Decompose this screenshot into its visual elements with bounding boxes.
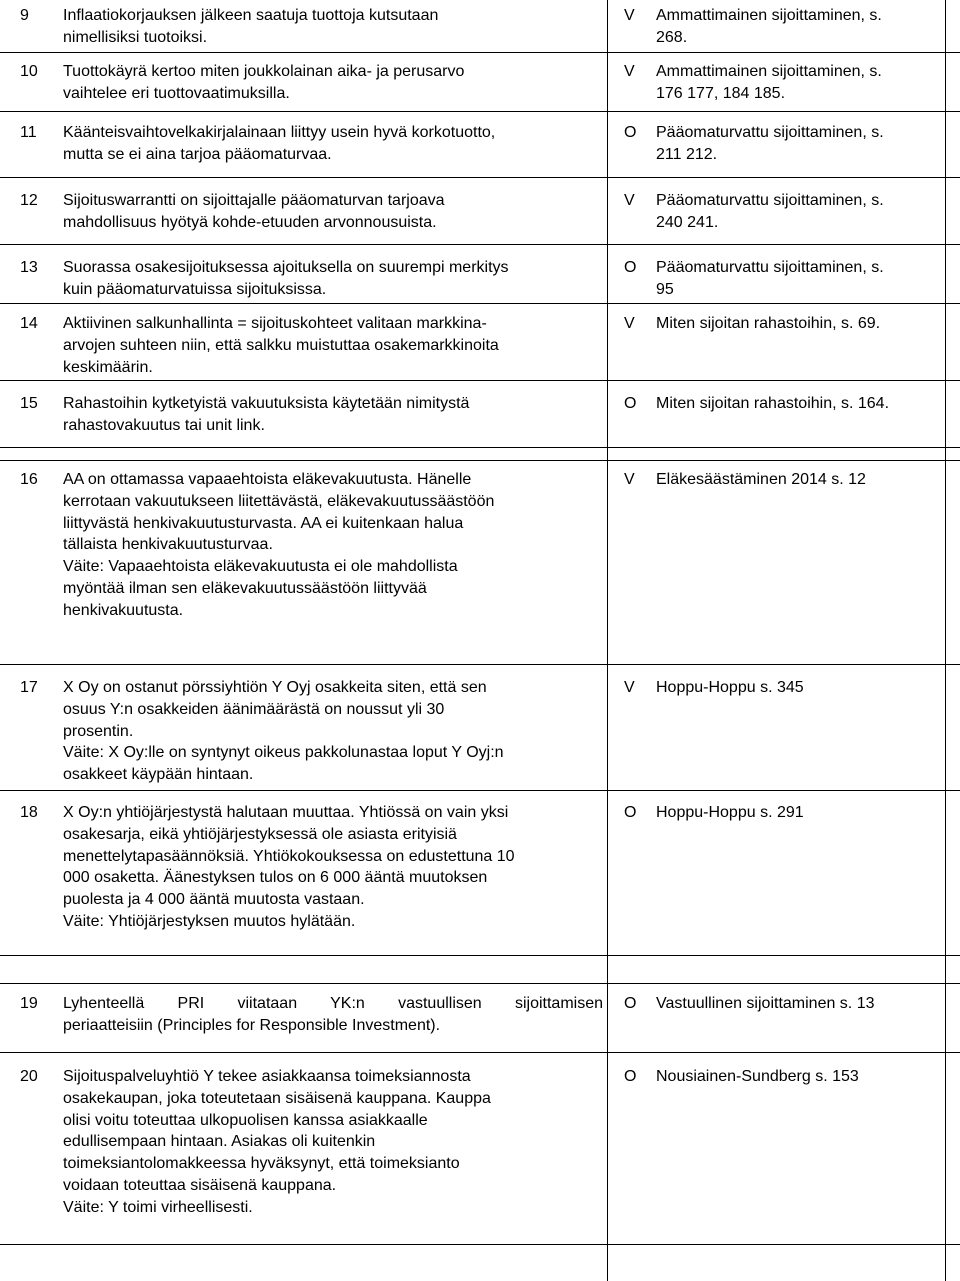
statement-line: Inflaatiokorjauksen jälkeen saatuja tuottoja kutsutaan [63,7,439,24]
statement-line: osakesarja, eikä yhtiöjärjestyksessä ole asiasta erityisiä [63,825,457,843]
source-line: 240 241. [656,213,719,231]
source-line: Miten sijoitan rahastoihin, s. 69. [656,315,881,332]
source-line: Vastuullinen sijoittaminen s. 13 [656,995,875,1012]
column-divider [607,0,608,1281]
statement-line: nimellisiksi tuotoiksi. [63,28,208,46]
row-divider [0,111,960,112]
source-reference [656,61,952,105]
source-reference [656,190,952,234]
row-divider [0,380,960,381]
statement-number: 17 [20,679,38,696]
statement-line: rahastovakuutus tai unit link. [63,416,265,434]
statement-line: puolesta ja 4 000 ääntä muutosta vastaan. [63,891,365,909]
statement-line: Väite: Vapaaehtoista eläkevakuutusta ei ole mahdollista [63,558,458,576]
statement-line: olisi voitu toteuttaa ulkopuolisen kanssa asiakkaalle [63,1111,428,1129]
statement-line: voidaan toteuttaa sisäisenä kauppana. [63,1176,337,1194]
statement-number: 13 [20,259,38,276]
source-line: 211 212. [656,145,718,163]
statement-number: 15 [20,395,38,412]
source-reference [656,5,952,49]
source-reference [656,469,952,491]
statement-text [63,469,603,622]
source-line: Ammattimainen sijoittaminen, s. [656,63,882,80]
source-line: Hoppu-Hoppu s. 345 [656,679,804,696]
answer-letter: O [624,259,637,276]
column-divider [945,0,946,1281]
row-divider [0,790,960,791]
statement-line: osakkeet käypään hintaan. [63,766,254,784]
statement-line: keskimäärin. [63,358,153,376]
statement-line: Väite: X Oy:lle on syntynyt oikeus pakkolunastaa loput Y Oyj:n [63,744,504,762]
source-reference [656,393,952,415]
source-line: 268. [656,28,688,46]
statement-line: AA on ottamassa vapaaehtoista eläkevakuutusta. Hänelle [63,471,472,488]
statement-line: myöntää ilman sen eläkevakuutussäästöön liittyvää [63,579,427,597]
source-line: Pääomaturvattu sijoittaminen, s. [656,259,884,276]
statement-number: 12 [20,192,38,209]
statement-text [63,802,603,933]
source-line: Miten sijoitan rahastoihin, s. 164. [656,395,890,412]
statement-line: Väite: Y toimi virheellisesti. [63,1198,253,1216]
statement-line: periaatteisiin (Principles for Responsible Investment). [63,1016,441,1034]
source-line: 95 [656,280,674,298]
statement-number: 16 [20,471,38,488]
statement-text [63,5,603,49]
statement-line: edullisempaan hintaan. Asiakas oli kuitenkin [63,1133,376,1151]
answer-letter: O [624,395,637,412]
statement-line: kerrotaan vakuutukseen liitettävästä, eläkevakuutussäästöön [63,492,495,510]
source-line: Eläkesäästäminen 2014 s. 12 [656,471,866,488]
statement-line: arvojen suhteen niin, että salkku muistuttaa osakemarkkinoita [63,336,499,354]
statement-line: osuus Y:n osakkeiden äänimäärästä on noussut yli 30 [63,700,445,718]
statement-line: 000 osaketta. Äänestyksen tulos on 6 000 ääntä muutoksen [63,869,488,887]
statement-line: Sijoituswarrantti on sijoittajalle pääomaturvan tarjoava [63,192,445,209]
statement-line: X Oy on ostanut pörssiyhtiön Y Oyj osakkeita siten, että sen [63,679,487,696]
answer-letter: O [624,804,637,821]
source-reference [656,313,952,335]
statement-number: 20 [20,1068,38,1085]
statement-line: Rahastoihin kytketyistä vakuutuksista käytetään nimitystä [63,395,470,412]
answer-letter: O [624,995,637,1012]
statement-number: 19 [20,995,38,1012]
statement-line: vaihtelee eri tuottovaatimuksilla. [63,84,290,102]
source-line: 176 177, 184 185. [656,84,786,102]
statement-text [63,190,603,234]
statement-line: X Oy:n yhtiöjärjestystä halutaan muuttaa. Yhtiössä on vain yksi [63,804,509,821]
row-divider [0,1052,960,1053]
statement-line: Käänteisvaihtovelkakirjalainaan liittyy usein hyvä korkotuotto, [63,124,496,141]
statement-line: Tuottokäyrä kertoo miten joukkolainan aika- ja perusarvo [63,63,465,80]
statement-line: menettelytapasäännöksiä. Yhtiökokouksessa on edustettuna 10 [63,847,515,865]
row-divider [0,244,960,245]
statement-line: henkivakuutusta. [63,601,184,619]
row-divider [0,664,960,665]
source-reference [656,122,952,166]
statement-line: Väite: Yhtiöjärjestyksen muutos hylätään. [63,912,356,930]
source-line: Ammattimainen sijoittaminen, s. [656,7,882,24]
statement-number: 11 [20,124,37,141]
statement-line: kuin pääomaturvatuissa sijoituksissa. [63,280,327,298]
statement-line: tällaista henkivakuutusturvaa. [63,536,273,554]
statement-number: 9 [20,7,29,24]
statement-number: 10 [20,63,38,80]
row-divider [0,52,960,53]
row-divider [0,955,960,956]
statement-line: Aktiivinen salkunhallinta = sijoituskohteet valitaan markkina- [63,315,487,332]
answer-letter: V [624,192,635,209]
answer-letter: V [624,315,635,332]
row-divider [0,177,960,178]
source-line: Pääomaturvattu sijoittaminen, s. [656,124,884,141]
row-divider [0,983,960,984]
statement-text [63,257,603,301]
row-divider [0,460,960,461]
statement-line: mutta se ei aina tarjoa pääomaturvaa. [63,145,332,163]
statement-text [63,677,603,786]
statement-line: Suorassa osakesijoituksessa ajoituksella on suurempi merkitys [63,259,509,276]
source-reference [656,1066,952,1088]
source-reference [656,802,952,824]
statement-line: prosentin. [63,722,134,740]
answer-letter: V [624,63,635,80]
source-reference [656,677,952,699]
statement-line: osakekaupan, joka toteutetaan sisäisenä kauppana. Kauppa [63,1089,491,1107]
answer-letter: O [624,1068,637,1085]
answer-letter: V [624,7,635,24]
source-line: Nousiainen-Sundberg s. 153 [656,1068,859,1085]
statement-text [63,393,603,437]
statement-line: Lyhenteellä PRI viitataan YK:n vastuullisen sijoittamisen [63,995,603,1012]
statement-text [63,122,603,166]
source-line: Hoppu-Hoppu s. 291 [656,804,804,821]
statement-line: mahdollisuus hyötyä kohde-etuuden arvonnousuista. [63,213,437,231]
source-reference [656,257,952,301]
row-divider [0,1244,960,1245]
source-reference [656,993,952,1015]
statement-text [63,61,603,105]
statement-line: liittyvästä henkivakuutusturvasta. AA ei kuitenkaan halua [63,514,464,532]
answer-letter: O [624,124,637,141]
row-divider [0,447,960,448]
statement-text [63,313,603,378]
statement-text [63,993,603,1037]
statement-text [63,1066,603,1219]
source-line: Pääomaturvattu sijoittaminen, s. [656,192,884,209]
answer-letter: V [624,471,635,488]
statement-number: 18 [20,804,38,821]
statement-line: Sijoituspalveluyhtiö Y tekee asiakkaansa toimeksiannosta [63,1068,471,1085]
answer-letter: V [624,679,635,696]
statement-line: toimeksiantolomakkeessa hyväksynyt, että toimeksianto [63,1155,460,1173]
row-divider [0,303,960,304]
statement-number: 14 [20,315,38,332]
